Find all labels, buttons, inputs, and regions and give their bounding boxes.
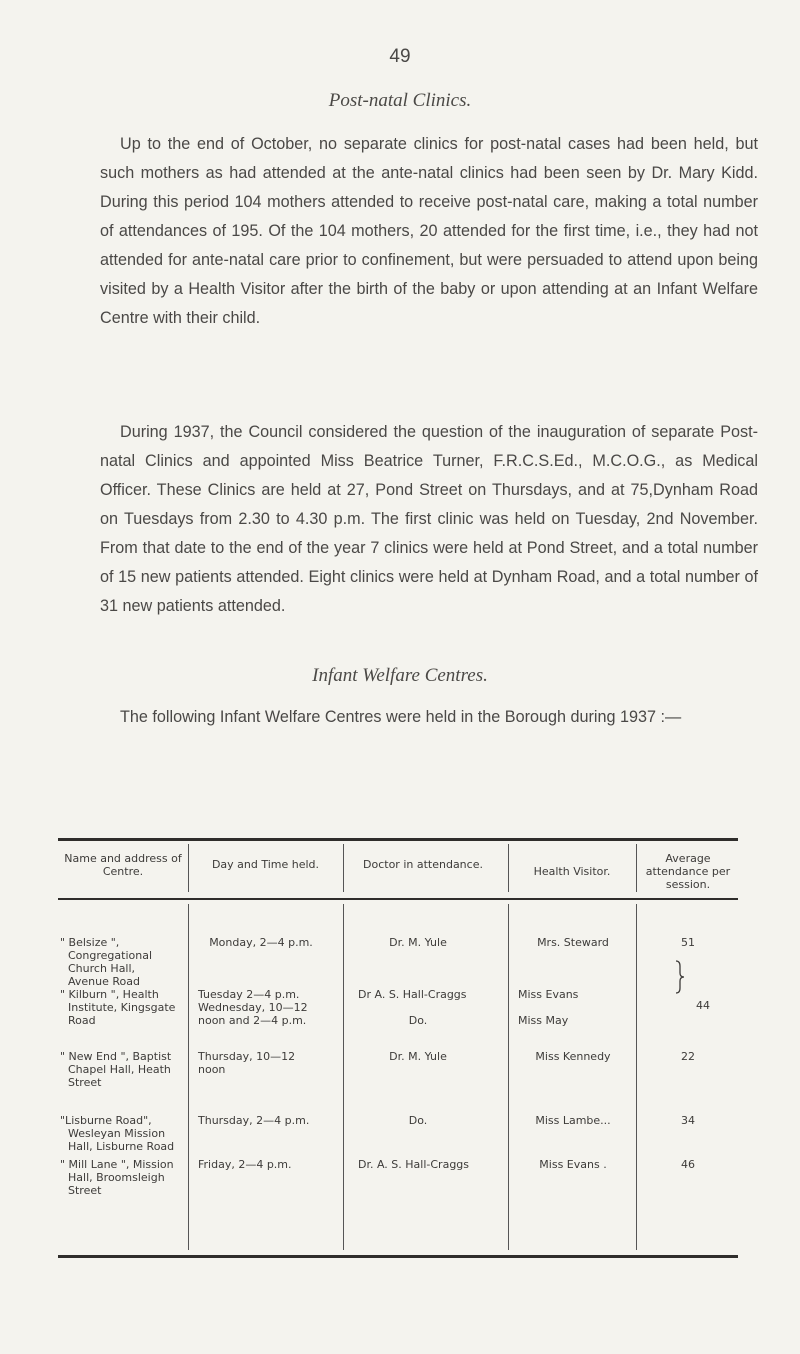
table-row-kilburn-visitor: Miss Evans	[518, 988, 579, 1001]
table-row-kilburn-day-2: Wednesday, 10—12 noon and 2—4 p.m.	[198, 1001, 308, 1027]
section-title-post-natal: Post-natal Clinics.	[328, 90, 472, 111]
table-bottom-rule	[58, 1255, 738, 1258]
table-row-lisburne-name: "Lisburne Road", Wesleyan Mission Hall, Lisburne Road	[60, 1114, 175, 1153]
table-row-new-end-doctor: Dr. M. Yule	[389, 1050, 447, 1063]
table-row-lisburne-day: Thursday, 2—4 p.m.	[198, 1114, 310, 1127]
table-row-kilburn-doctor: Dr A. S. Hall-Craggs	[358, 988, 467, 1001]
table-row-lisburne-average: 34	[681, 1114, 695, 1127]
table-row-mill-lane-doctor: Dr. A. S. Hall-Craggs	[358, 1158, 470, 1171]
header-day: Day and Time held.	[211, 858, 320, 871]
table-row-belsize-doctor: Dr. M. Yule	[389, 936, 447, 949]
table-row-mill-lane-day: Friday, 2—4 p.m.	[198, 1158, 292, 1171]
column-divider	[343, 904, 344, 1250]
table-row-kilburn-average: 44	[696, 999, 710, 1012]
table-row-lisburne-doctor: Do.	[408, 1114, 428, 1127]
table-row-lisburne-visitor: Miss Lambe...	[535, 1114, 611, 1127]
table-row-kilburn-day: Tuesday 2—4 p.m.	[198, 988, 300, 1001]
header-visitor: Health Visitor.	[533, 865, 611, 878]
table-row-kilburn-doctor-2: Do.	[408, 1014, 428, 1027]
paragraph-post-natal-2: During 1937, the Council considered the question of the inauguration of separate Post-natal Clinics and appointed Miss Beatrice Turner, F.R.C.S.Ed., M.C.O.G., as Medical Officer. These Clinics are held at 27, Pond Street on Thursdays, and at 75,Dynham Road on Tuesdays from 2.30 to 4.30 p.m. The first clinic was held on Tuesday, 2nd November. From that date to the end of the year 7 clinics were held at Pond Street, and a total number of 15 new patients attended. Eight clinics were held at Dynham Road, and a total number of 31 new patients attended.	[100, 423, 758, 615]
table-row-kilburn-name: " Kilburn ", Health Institute, Kingsgate Road	[60, 988, 176, 1027]
paragraph-infant-welfare-intro: The following Infant Welfare Centres were held in the Borough during 1937 :—	[120, 708, 682, 726]
column-divider	[636, 904, 637, 1250]
column-divider	[508, 904, 509, 1250]
table-row-new-end-day: Thursday, 10—12 noon	[198, 1050, 296, 1076]
page-number: 49	[389, 46, 411, 67]
column-divider	[343, 844, 344, 892]
paragraph-post-natal-1: Up to the end of October, no separate clinics for post-natal cases had been held, but such mothers as had attended at the ante-natal clinics had been seen by Dr. Mary Kidd. During this period 104 mothers attended to receive post-natal care, making a total number of attendances of 195. Of the 104 mothers, 20 attended for the first time, i.e., they had not attended for ante-natal care prior to confinement, but were persuaded to attend upon being visited by a Health Visitor after the birth of the baby or upon attending at an Infant Welfare Centre with their child.	[100, 135, 758, 327]
table-row-belsize-day: Monday, 2—4 p.m.	[209, 936, 313, 949]
table-row-belsize-visitor: Mrs. Steward	[537, 936, 609, 949]
table-row-new-end-name: " New End ", Baptist Chapel Hall, Heath Street	[60, 1050, 172, 1089]
table-top-rule	[58, 838, 738, 841]
header-doctor: Doctor in attendance.	[363, 858, 483, 871]
table-row-new-end-visitor: Miss Kennedy	[535, 1050, 611, 1063]
table-row-mill-lane-visitor: Miss Evans .	[539, 1158, 607, 1171]
table-row-kilburn-visitor-2: Miss May	[518, 1014, 569, 1027]
table-row-mill-lane-name: " Mill Lane ", Mission Hall, Broomsleigh Street	[60, 1158, 174, 1197]
header-name: Name and address of Centre.	[64, 852, 182, 878]
table-row-belsize-average: 51	[681, 936, 695, 949]
table-header-rule	[58, 898, 738, 900]
brace-icon	[673, 960, 687, 994]
table-row-new-end-average: 22	[681, 1050, 695, 1063]
header-average: Average attendance per session.	[645, 852, 731, 891]
column-divider	[188, 904, 189, 1250]
column-divider	[636, 844, 637, 892]
table-row-belsize-name: " Belsize ", Congregational Church Hall, Avenue Road	[60, 936, 153, 988]
column-divider	[188, 844, 189, 892]
table-row-mill-lane-average: 46	[681, 1158, 695, 1171]
section-title-infant-welfare: Infant Welfare Centres.	[312, 665, 488, 686]
